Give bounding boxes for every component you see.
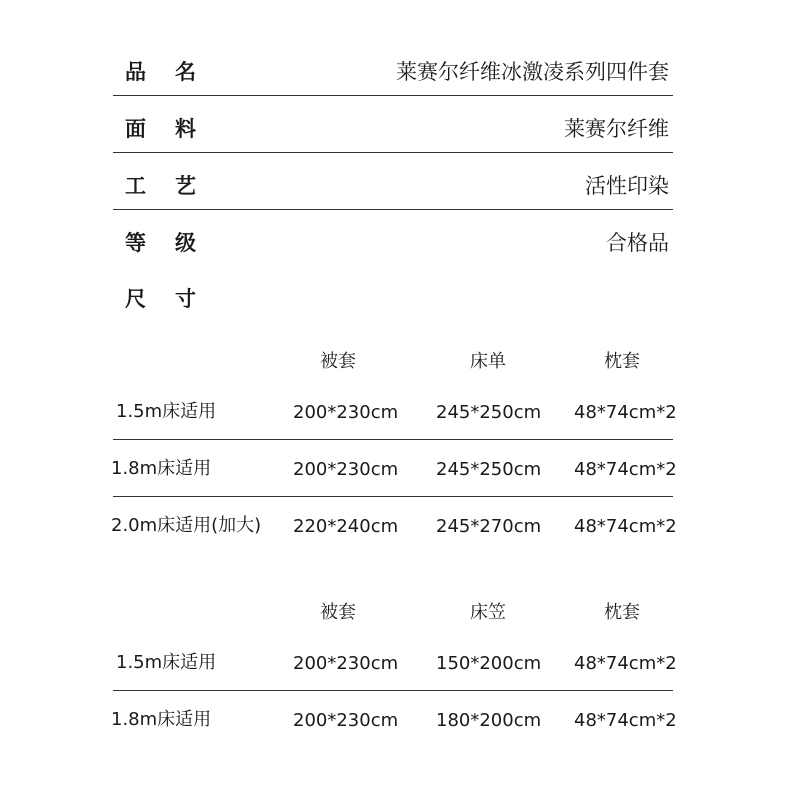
spec-value: 莱赛尔纤维冰激凌系列四件套 <box>396 60 669 84</box>
pillowcase-cell: 48*74cm*2 <box>574 516 677 537</box>
sheet-cell: 245*250cm <box>436 402 542 423</box>
pillowcase-cell: 48*74cm*2 <box>574 653 677 674</box>
fitted-sheet-cell: 150*200cm <box>436 653 542 674</box>
spec-label-char2: 级 <box>175 231 196 255</box>
duvet-cell: 200*230cm <box>293 402 399 423</box>
table2-header-fitted-sheet: 床笠 <box>470 602 506 623</box>
table-row <box>111 497 677 553</box>
table1-header-sheet: 床单 <box>470 351 506 372</box>
table-row <box>111 691 677 747</box>
spec-label-char1: 品 <box>125 60 146 84</box>
spec-value: 莱赛尔纤维 <box>564 117 669 141</box>
spec-label-char2: 料 <box>175 117 196 141</box>
spec-row-craft <box>113 153 673 210</box>
spec-label-char2: 寸 <box>175 287 196 311</box>
spec-label <box>125 113 196 143</box>
duvet-cell: 200*230cm <box>293 459 399 480</box>
sheet-cell: 245*250cm <box>436 459 542 480</box>
table1-header-duvet: 被套 <box>320 351 356 372</box>
size-cell: 1.5m床适用 <box>116 652 217 673</box>
size-cell: 1.8m床适用 <box>111 458 212 479</box>
pillowcase-cell: 48*74cm*2 <box>574 402 677 423</box>
table-row <box>113 383 677 440</box>
duvet-cell: 220*240cm <box>293 516 399 537</box>
spec-label <box>125 56 196 86</box>
fitted-sheet-cell: 180*200cm <box>436 710 542 731</box>
spec-row-grade <box>113 210 673 266</box>
spec-row-fabric <box>113 96 673 153</box>
spec-label <box>125 283 196 313</box>
table1-header-pillowcase: 枕套 <box>604 351 640 372</box>
table2-header-duvet: 被套 <box>320 602 356 623</box>
spec-label <box>125 170 196 200</box>
spec-label-char2: 名 <box>175 60 196 84</box>
table2-header-pillowcase: 枕套 <box>604 602 640 623</box>
spec-label-char1: 面 <box>125 117 146 141</box>
table-row <box>113 634 677 691</box>
spec-value: 合格品 <box>606 231 669 255</box>
duvet-cell: 200*230cm <box>293 653 399 674</box>
pillowcase-cell: 48*74cm*2 <box>574 710 677 731</box>
spec-value: 活性印染 <box>585 174 669 198</box>
spec-label-char2: 艺 <box>175 174 196 198</box>
spec-label-char1: 等 <box>125 231 146 255</box>
size-cell: 1.5m床适用 <box>116 401 217 422</box>
size-cell: 2.0m床适用(加大) <box>111 515 262 536</box>
duvet-cell: 200*230cm <box>293 710 399 731</box>
sheet-cell: 245*270cm <box>436 516 542 537</box>
spec-row-name <box>113 39 673 96</box>
pillowcase-cell: 48*74cm*2 <box>574 459 677 480</box>
spec-row-size <box>113 266 673 322</box>
table-row <box>111 440 677 497</box>
spec-label-char1: 工 <box>125 174 146 198</box>
size-cell: 1.8m床适用 <box>111 709 212 730</box>
spec-label <box>125 227 196 257</box>
spec-label-char1: 尺 <box>125 287 146 311</box>
